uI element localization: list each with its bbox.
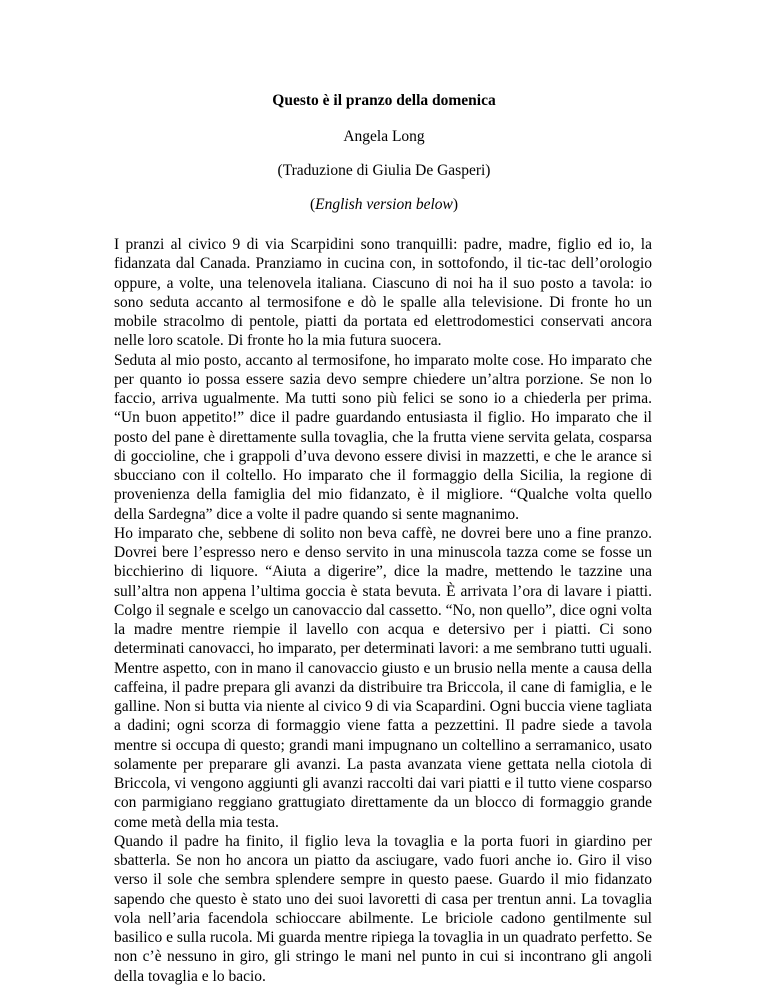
- paragraph: I pranzi al civico 9 di via Scarpidini sono tranquilli: padre, madre, figlio ed io, la fidanzata dal Canada. Pranziamo in cucina con, in sottofondo, il tic-tac dell’orologio oppure, a volte, una telenovela italiana. Ciascuno di noi ha il suo posto a tavola: io sono seduta accanto al termosifone e dò le spalle alla televisione. Di fronte ho un mobile stracolmo di pentole, piatti da portata ed elettrodomestici conservati ancora nelle loro scatole. Di fronte ho la mia futura suocera.: [114, 236, 652, 350]
- paragraph: Mentre aspetto, con in mano il canovaccio giusto e un brusio nella mente a causa della caffeina, il padre prepara gli avanzi da distribuire tra Briccola, il cane di famiglia, e le galline. Non si butta via niente al civico 9 di via Scapardini. Ogni buccia viene tagliata a dadini; ogni scorza di formaggio viene fatta a pezzettini. Il padre siede a tavola mentre si occupa di questo; grandi mani impugnano un coltellino a serramanico, usato solamente per preparare gli avanzi. La pasta avanzata viene gettata nella ciotola di Briccola, vi vengono aggiunti gli avanzi raccolti dai vari piatti e il tutto viene cosparso con parmigiano reggiano grattugiato direttamente da un blocco di formaggio grande come metà della mia testa.: [114, 659, 652, 831]
- document-title: Questo è il pranzo della domenica: [272, 92, 496, 109]
- translator-note: (Traduzione di Giulia De Gasperi): [277, 162, 491, 179]
- paragraph: Ho imparato che, sebbene di solito non beva caffè, ne dovrei bere uno a fine pranzo. Dovrei bere l’espresso nero e denso servito in una minuscola tazza come se fosse un bicchierino di liquore. “Aiuta a digerire”, dice la madre, mettendo le tazzine una sull’altra non appena l’ultima goccia è stata bevuta. È arrivata l’ora di lavare i piatti. Colgo il segnale e scelgo un canovaccio dal cassetto. “No, non quello”, dice ogni volta la madre mentre riempie il lavello con acqua e detersivo per i piatti. Ci sono determinati canovacci, ho imparato, per determinati lavori: a me sembrano tutti uguali.: [114, 524, 653, 658]
- paragraph: Seduta al mio posto, accanto al termosifone, ho imparato molte cose. Ho imparato che per quanto io possa essere sazia devo sempre chiedere un’altra porzione. Se non lo faccio, arriva ugualmente. Ma tutti sono più felici se sono io a chiederla per prima. “Un buon appetito!” dice il padre guardando entusiasta il figlio. Ho imparato che il posto del pane è direttamente sulla tovaglia, che la frutta viene servita gelata, cosparsa di goccioline, che i grappoli d’uva devono essere divisi in mazzetti, e che le arance si sbucciano con il coltello. Ho imparato che il formaggio della Sicilia, la regione di provenienza della famiglia del mio fidanzato, è il migliore. “Qualche volta quello della Sardegna” dice a volte il padre quando si sente magnanimo.: [114, 351, 652, 523]
- story-body: [114, 235, 652, 986]
- author-name: Angela Long: [343, 128, 425, 145]
- english-version-note: [0, 195, 768, 215]
- paragraph: Quando il padre ha finito, il figlio leva la tovaglia e la porta fuori in giardino per sbatterla. Se non ho ancora un piatto da asciugare, vado fuori anche io. Giro il viso verso il sole che sembra splendere sempre in questo paese. Guardo il mio fidanzato sapendo che questo è stato uno dei suoi lavoretti di casa per trentun anni. La tovaglia vola nell’aria facendola schioccare abilmente. Le briciole cadono gentilmente sul basilico e sulla rucola. Mi guarda mentre ripiega la tovaglia in un quadrato perfetto. Se non c’è nessuno in giro, gli stringo le mani nel punto in cui si incontrano gli angoli della tovaglia e lo bacio.: [114, 832, 653, 985]
- english-note-open: (: [309, 196, 316, 213]
- english-note-italic: English version below: [315, 196, 453, 213]
- english-note-close: ): [452, 196, 459, 213]
